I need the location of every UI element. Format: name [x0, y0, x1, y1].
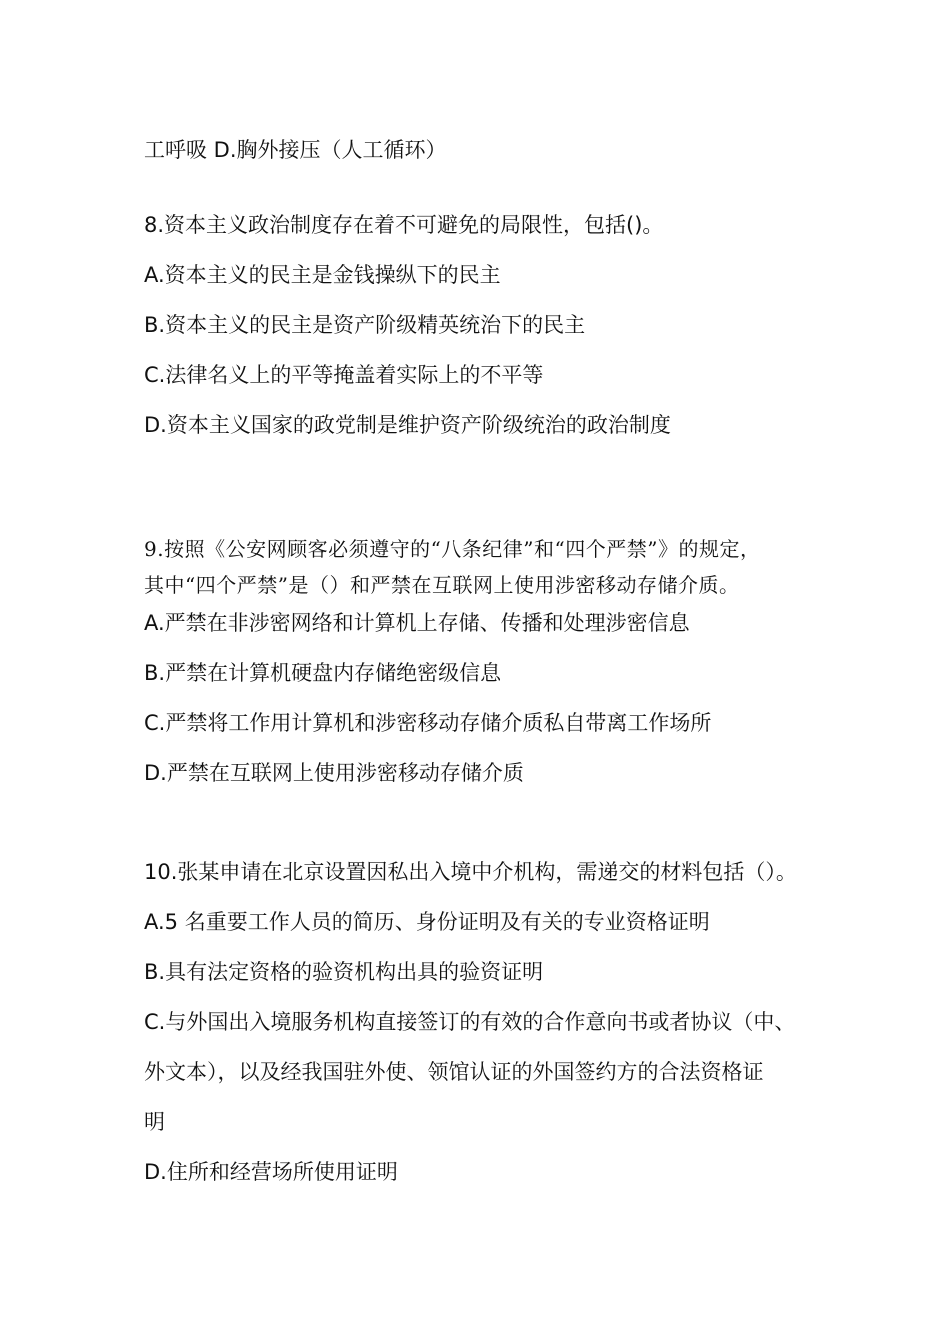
question-9-option-d: D.严禁在互联网上使用涉密移动存储介质 — [144, 761, 524, 785]
question-8-stem: 8.资本主义政治制度存在着不可避免的局限性，包括()。 — [144, 213, 664, 237]
question-10-option-b: B.具有法定资格的验资机构出具的验资证明 — [144, 960, 544, 984]
question-10-option-c-line-3: 明 — [144, 1110, 165, 1134]
question-9-stem-line-1: 9.按照《公安网顾客必须遵守的“八条纪律”和“四个严禁”》的规定， — [144, 537, 761, 561]
question-9-stem-line-2: 其中“四个严禁”是（）和严禁在互联网上使用涉密移动存储介质。 — [144, 573, 740, 597]
question-9-option-a: A.严禁在非涉密网络和计算机上存储、传播和处理涉密信息 — [144, 611, 690, 635]
question-9-option-b: B.严禁在计算机硬盘内存储绝密级信息 — [144, 661, 502, 685]
question-9-option-c: C.严禁将工作用计算机和涉密移动存储介质私自带离工作场所 — [144, 711, 712, 735]
question-8-option-b: B.资本主义的民主是资产阶级精英统治下的民主 — [144, 313, 586, 337]
question-8-option-c: C.法律名义上的平等掩盖着实际上的不平等 — [144, 363, 544, 387]
question-10-stem: 10.张某申请在北京设置因私出入境中介机构，需递交的材料包括（）。 — [144, 860, 797, 884]
question-8-option-d: D.资本主义国家的政党制是维护资产阶级统治的政治制度 — [144, 413, 671, 437]
continuation-text: 工呼吸 D.胸外接压（人工循环） — [144, 138, 447, 162]
question-10-option-c-line-1: C.与外国出入境服务机构直接签订的有效的合作意向书或者协议（中、 — [144, 1010, 796, 1034]
question-10-option-d: D.住所和经营场所使用证明 — [144, 1160, 398, 1184]
question-10-option-c-line-2: 外文本），以及经我国驻外使、领馆认证的外国签约方的合法资格证 — [144, 1060, 764, 1084]
question-8-option-a: A.资本主义的民主是金钱操纵下的民主 — [144, 263, 501, 287]
question-10-option-a: A.5 名重要工作人员的简历、身份证明及有关的专业资格证明 — [144, 910, 710, 934]
